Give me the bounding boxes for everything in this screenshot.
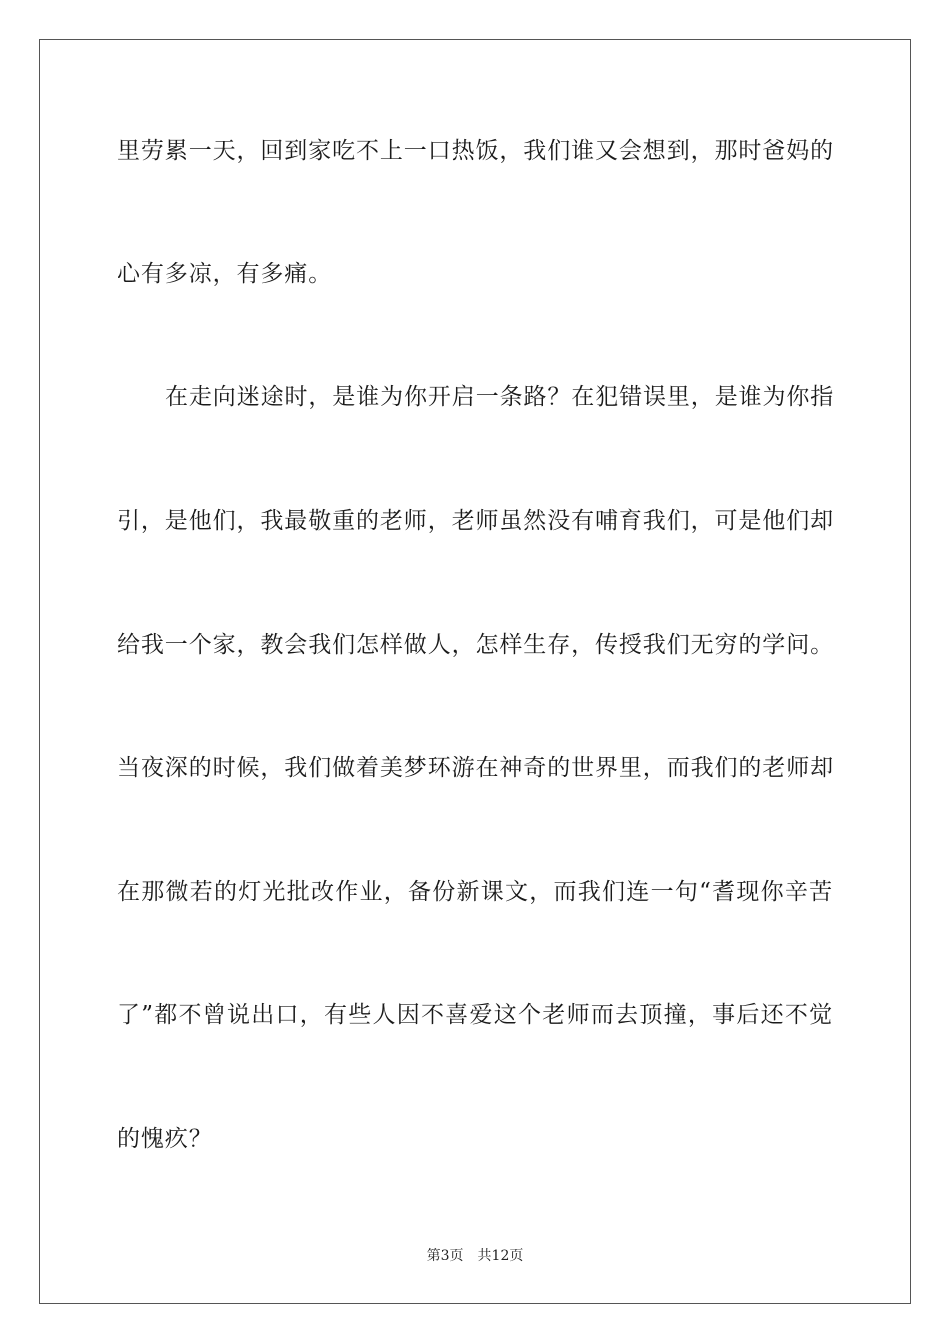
text-line-6: 当夜深的时候，我们做着美梦环游在神奇的世界里，而我们的老师却 <box>117 755 834 781</box>
page-total: 共12页 <box>477 1248 524 1264</box>
text-line-1: 里劳累一天，回到家吃不上一口热饭，我们谁又会想到，那时爸妈的 <box>117 138 834 164</box>
text-line-2: 心有多凉，有多痛。 <box>117 261 333 287</box>
text-line-5: 给我一个家，教会我们怎样做人，怎样生存，传授我们无穷的学问。 <box>117 632 834 658</box>
text-line-3: 在走向迷途时，是谁为你开启一条路？在犯错误里，是谁为你指 <box>165 384 835 410</box>
page-border <box>39 39 911 1304</box>
text-line-8: 了”都不曾说出口，有些人因不喜爱这个老师而去顶撞，事后还不觉 <box>117 1002 833 1028</box>
text-line-7: 在那微若的灯光批改作业，备份新课文，而我们连一句“耆现你辛苦 <box>117 879 833 905</box>
text-line-9: 的愧疚？ <box>117 1126 213 1152</box>
page-footer <box>0 1246 950 1266</box>
text-line-4: 引，是他们，我最敬重的老师，老师虽然没有哺育我们，可是他们却 <box>117 508 834 534</box>
page-number: 第3页 <box>426 1248 464 1264</box>
